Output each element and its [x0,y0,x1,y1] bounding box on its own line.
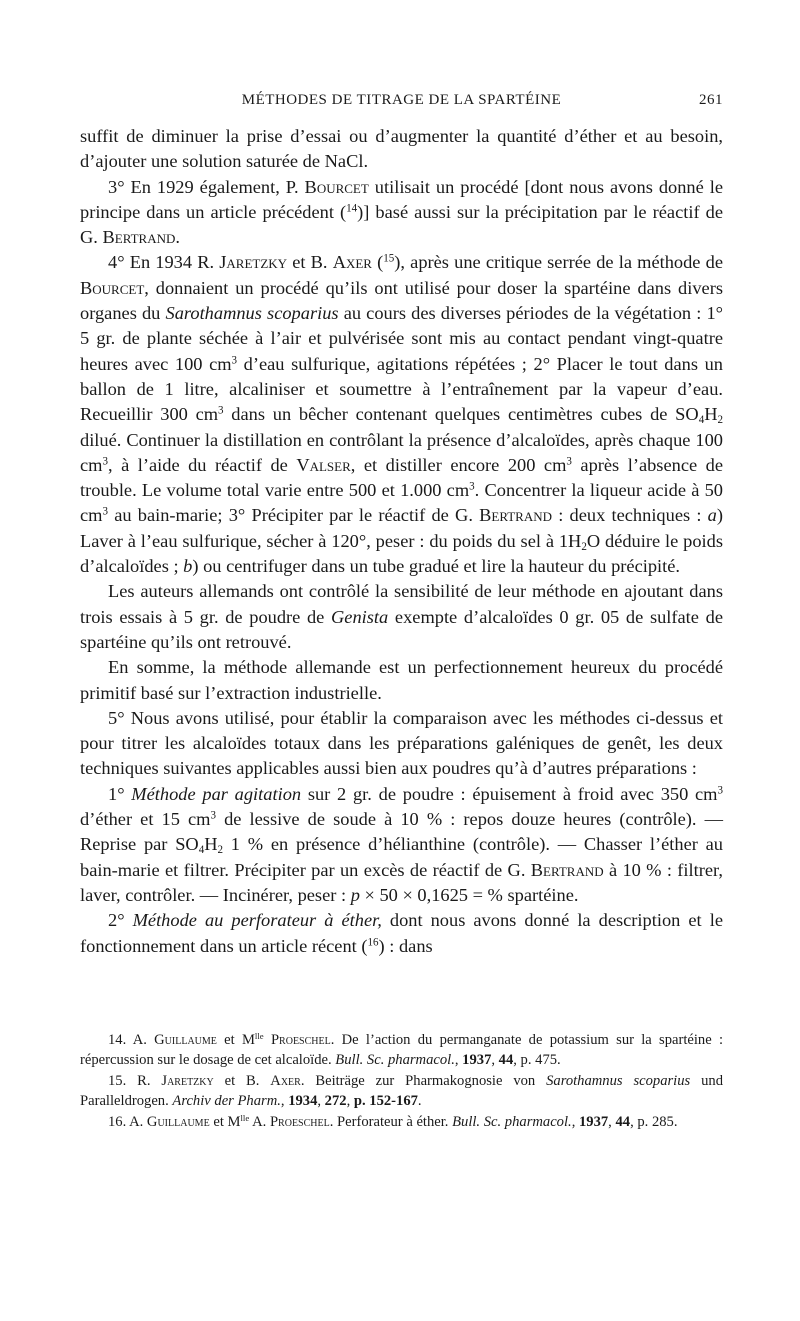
paragraph-method-agitation [80,782,723,908]
paragraph-method-perforator [80,908,723,959]
text-run: . [175,227,180,248]
text-run: au bain-marie; 3° Précipiter par le réactif de G. [107,505,480,526]
superscript: lle [254,1030,264,1041]
author-name: Jaretzky [161,1073,214,1089]
text-run: , [346,1093,354,1109]
text-run: H [204,834,218,855]
paragraph-jaretzky-axer-1934 [80,250,723,579]
subscript: 2 [717,414,723,427]
paragraph-summary [80,655,723,706]
text-run: , p. 285. [630,1114,678,1130]
text-run: . Perforateur à éther. [329,1114,453,1130]
superscript: 3 [231,354,238,367]
text-run: suffit de diminuer la prise d’essai ou d’augmenter la quantité d’éther et au besoin, d’ajouter une solution saturée de NaCl. [80,126,723,172]
author-name: Guillaume [146,1114,210,1130]
text-run: 14. A. [108,1032,155,1048]
author-name: Jaretzky [219,252,288,273]
text-run: , à l’aide du réactif de [107,454,297,475]
text-run: O déduire le poids d’alcaloïdes ; [80,530,724,577]
text-run: 1° [108,783,132,804]
subscript: 2 [581,540,587,553]
author-name: Bourcet [80,277,145,298]
list-letter: b [183,556,193,577]
author-name: Proeschel [270,1032,331,1048]
footnote-14 [80,1030,723,1070]
author-name: Bertrand [479,505,553,526]
paragraph-sensitivity [80,579,723,655]
superscript: 3 [469,480,475,493]
text-run: . De l’action du permanganate de potassium sur la spartéine : répercussion sur le dosage de cet alcaloïde. [80,1032,724,1068]
footnote-16 [80,1112,723,1132]
journal-name: Bull. Sc. pharmacol. [335,1052,455,1068]
author-name: Axer [332,252,372,273]
text-run: , [608,1114,616,1130]
species-name: Sarothamnus scoparius [546,1073,691,1089]
text-run: d’eau sulfurique, agitations répétées ; 2° Placer le tout dans un ballon de 1 litre, alcaliniser et soumettre à l’entraînement par la vapeur d’eau. Recueillir 300 cm [80,353,724,425]
text-run: et B. [213,1073,271,1089]
text-run: ), après une critique serrée de la méthode de [394,252,723,273]
text-run: ) Laver à l’eau sulfurique, sécher à 120°, peser : du poids du sel à 1H [80,505,723,551]
superscript: 3 [102,455,108,468]
text-run: et M [209,1114,241,1130]
text-run: A. [249,1114,270,1130]
year: 1937 [578,1114,609,1130]
superscript: 3 [210,809,216,822]
text-run: au cours des diverses périodes de la végétation : 1° 5 gr. de plante séchée à l’air et pulvérisée sont mis au contact pendant vingt-quatre heures avec 100 cm [80,303,723,374]
text-run: , donnaient un procédé qu’ils ont utilisé pour doser la spartéine dans divers organes du [80,277,723,324]
footnotes [80,1030,723,1133]
text-run: , [491,1052,499,1068]
year: 1934 [288,1093,318,1109]
superscript: 3 [717,784,724,797]
text-run: : deux techniques : [552,505,708,526]
page-number: 261 [699,92,723,108]
body-text [80,124,723,959]
text-run: Les auteurs allemands ont contrôlé la sensibilité de leur méthode en ajoutant dans trois essais à 5 gr. de poudre de [80,581,723,627]
text-run: , [454,1052,463,1068]
text-run: und Paralleldrogen. [80,1073,723,1109]
text-run: 4° En 1934 R. [108,252,220,273]
author-name: Valser [296,454,351,475]
paragraph-bourcet-1929 [80,175,723,251]
text-run: après l’absence de trouble. Le volume total varie entre 500 et 1.000 cm [80,454,723,501]
method-title: Méthode au perforateur à éther, [132,910,382,931]
text-run: ) ou centrifuger dans un tube gradué et lire la hauteur du précipité. [192,556,681,577]
superscript: 3 [566,455,572,468]
text-run: , [317,1093,325,1109]
text-run: , et distiller encore 200 cm [350,454,567,475]
text-run: dilué. Continuer la distillation en contrôlant la présence d’alcaloïdes, après chaque 100 cm [80,429,723,475]
superscript: 3 [102,505,108,518]
variable: p [350,884,360,905]
text-run: dans un bêcher contenant quelques centimètres cubes de SO [223,404,699,425]
text-run: 5° Nous avons utilisé, pour établir la comparaison avec les méthodes ci-dessus et pour titrer les alcaloïdes totaux dans les préparations galéniques de genêt, les deux techniques suivantes applicables aussi bien aux poudres qu’à d’autres préparations : [80,707,723,779]
author-name: Bertrand [530,859,604,880]
text-run: . [417,1093,422,1109]
text-run: 3° En 1929 également, P. [108,176,305,197]
text-run: 15. R. [108,1073,162,1089]
text-run: , [571,1114,579,1130]
text-run: utilisait un procédé [dont nous avons donné le principe dans un article précédent ( [80,176,723,222]
text-run: . Concentrer la liqueur acide à 50 cm [80,480,724,526]
text-run: et B. [287,252,333,273]
text-run: de lessive de soude à 10 % : repos douze heures (contrôle). — Reprise par SO [80,809,723,855]
superscript: 3 [218,404,224,417]
text-run: ) : dans [378,935,433,956]
author-name: Proeschel [269,1114,330,1130]
running-header [80,92,723,112]
paragraph-our-methods [80,706,723,782]
text-run: exempte d’alcaloïdes 0 gr. 05 de sulfate de spartéine qu’ils ont retrouvé. [80,606,723,652]
volume: 44 [615,1114,631,1130]
pages: p. 152-167 [353,1093,418,1109]
text-run: 16. A. [108,1114,147,1130]
superscript: lle [240,1112,250,1123]
text-run: × 50 × 0,1625 = % spartéine. [359,884,579,905]
genus-name: Genista [331,606,389,627]
text-run: , p. 475. [513,1052,561,1068]
journal-name: Archiv der Pharm. [172,1093,281,1109]
volume: 44 [498,1052,514,1068]
year: 1937 [462,1052,492,1068]
journal-name: Bull. Sc. pharmacol. [452,1114,572,1130]
author-name: Guillaume [154,1032,217,1048]
reference-marker: 15 [383,252,395,265]
text-run: dont nous avons donné la description et le fonctionnement dans un article récent ( [80,910,723,956]
text-run: . Beiträge zur Pharmakognosie von [300,1073,547,1089]
list-letter: a [707,505,717,526]
text-run: 2° [108,910,133,931]
reference-marker: 16 [367,935,379,948]
subscript: 4 [698,414,705,427]
running-title: MÉTHODES DE TITRAGE DE LA SPARTÉINE [241,92,562,108]
reference-marker: 14 [346,202,358,215]
footnote-15 [80,1071,723,1111]
volume: 272 [324,1093,347,1109]
text-run: et M [216,1032,255,1048]
author-name: Bertrand [102,227,176,248]
text-run [264,1032,271,1048]
text-run: , [280,1093,289,1109]
method-title: Méthode par agitation [131,783,302,804]
text-run: à 10 % : filtrer, laver, contrôler. — Incinérer, peser : [80,859,723,905]
paragraph-continuation [80,124,723,175]
text-run: sur 2 gr. de poudre : épuisement à froid avec 350 cm [301,783,718,804]
text-run: H [704,404,718,425]
subscript: 2 [217,844,224,857]
text-run: ( [371,252,384,273]
author-name: Axer [270,1073,301,1089]
author-name: Bourcet [304,176,369,197]
subscript: 4 [198,844,205,857]
text-run: d’éther et 15 cm [80,809,211,830]
species-name: Sarothamnus scoparius [165,303,339,324]
text-run: 1 % en présence d’hélianthine (contrôle). — Chasser l’éther au bain-marie et filtrer. Précipiter par un excès de réactif de G. [80,834,723,880]
text-run: )] basé aussi sur la précipitation par le réactif de G. [80,201,723,248]
text-run: En somme, la méthode allemande est un perfectionnement heureux du procédé primitif basé sur l’extraction industrielle. [80,657,723,703]
